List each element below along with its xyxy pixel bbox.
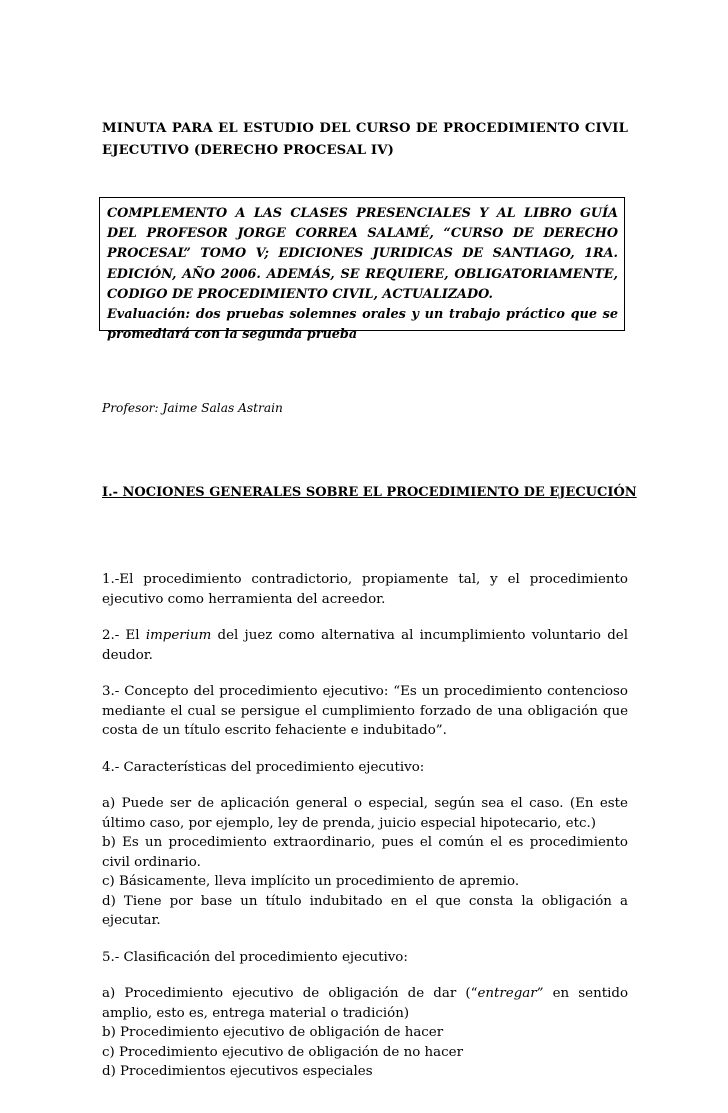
item-5-a-text-start: a) Procedimiento ejecutivo de obligación de dar (“: [102, 986, 478, 1001]
item-5-a-text-end: en sentido amplio, esto es, entrega material o tradición): [102, 986, 629, 1021]
item-5-b: b) Procedimiento ejecutivo de obligación de hacer: [102, 1025, 444, 1040]
item-2-text-end: del juez como alternativa al incumplimiento voluntario del deudor.: [102, 628, 628, 663]
item-5-a: [102, 984, 628, 1023]
item-4-a: a) Puede ser de aplicación general o especial, según sea el caso. (En este último caso, por ejemplo, ley de prenda, juicio especial hipotecario, etc.): [102, 796, 628, 831]
item-5: 5.- Clasificación del procedimiento ejecutivo:: [102, 949, 408, 965]
professor-name: Profesor: Jaime Salas Astrain: [102, 401, 283, 415]
item-4-c: c) Básicamente, lleva implícito un procedimiento de apremio.: [102, 874, 520, 889]
item-4-d: d) Tiene por base un título indubitado en el que consta la obligación a ejecutar.: [102, 893, 628, 928]
document-title-line-1: MINUTA PARA EL ESTUDIO DEL CURSO DE PROCEDIMIENTO CIVIL: [102, 121, 628, 136]
item-2-emphasis: imperium: [145, 628, 212, 643]
document-title: [102, 118, 628, 162]
item-5-c: c) Procedimiento ejecutivo de obligación de no hacer: [102, 1044, 463, 1060]
item-1: 1.-El procedimiento contradictorio, propiamente tal, y el procedimiento ejecutivo como herramienta del acreedor.: [102, 572, 628, 607]
item-4-b: b) Es un procedimiento extraordinario, pues el común el es procedimiento civil ordinario.: [102, 835, 628, 870]
item-3: 3.- Concepto del procedimiento ejecutivo: “Es un procedimiento contencioso mediante el cual se persigue el cumplimiento forzado de una obligación que costa de un título escrito fehaciente e indubitado”.: [102, 684, 628, 738]
item-2-text-start: 2.- El: [102, 628, 146, 643]
complement-text: COMPLEMENTO A LAS CLASES PRESENCIALES Y AL LIBRO GUÍA DEL PROFESOR JORGE CORREA SALAMÉ, “CURSO DE DERECHO PROCESAL” TOMO V; EDICIONES JURIDICAS DE SANTIAGO, 1RA. EDICIÓN, AÑO 2006. ADEMÁS, SE REQUIERE, OBLIGATORIAMENTE, CODIGO DE PROCEDIMIENTO CIVIL, ACTUALIZADO.: [107, 206, 618, 302]
item-4: 4.- Características del procedimiento ejecutivo:: [102, 759, 425, 775]
course-info-box: [99, 197, 625, 343]
evaluation-text: Evaluación: dos pruebas solemnes orales y un trabajo práctico que se promediará con la segunda prueba: [107, 307, 618, 343]
item-5-a-emphasis: entregar”: [477, 986, 544, 1001]
document-body: [102, 570, 628, 1082]
item-2: [102, 626, 628, 665]
item-5-d: d) Procedimientos ejecutivos especiales: [102, 1064, 373, 1079]
section-heading: I.- NOCIONES GENERALES SOBRE EL PROCEDIMIENTO DE EJECUCIÓN: [102, 485, 637, 500]
document-title-line-2: EJECUTIVO (DERECHO PROCESAL IV): [102, 143, 394, 158]
